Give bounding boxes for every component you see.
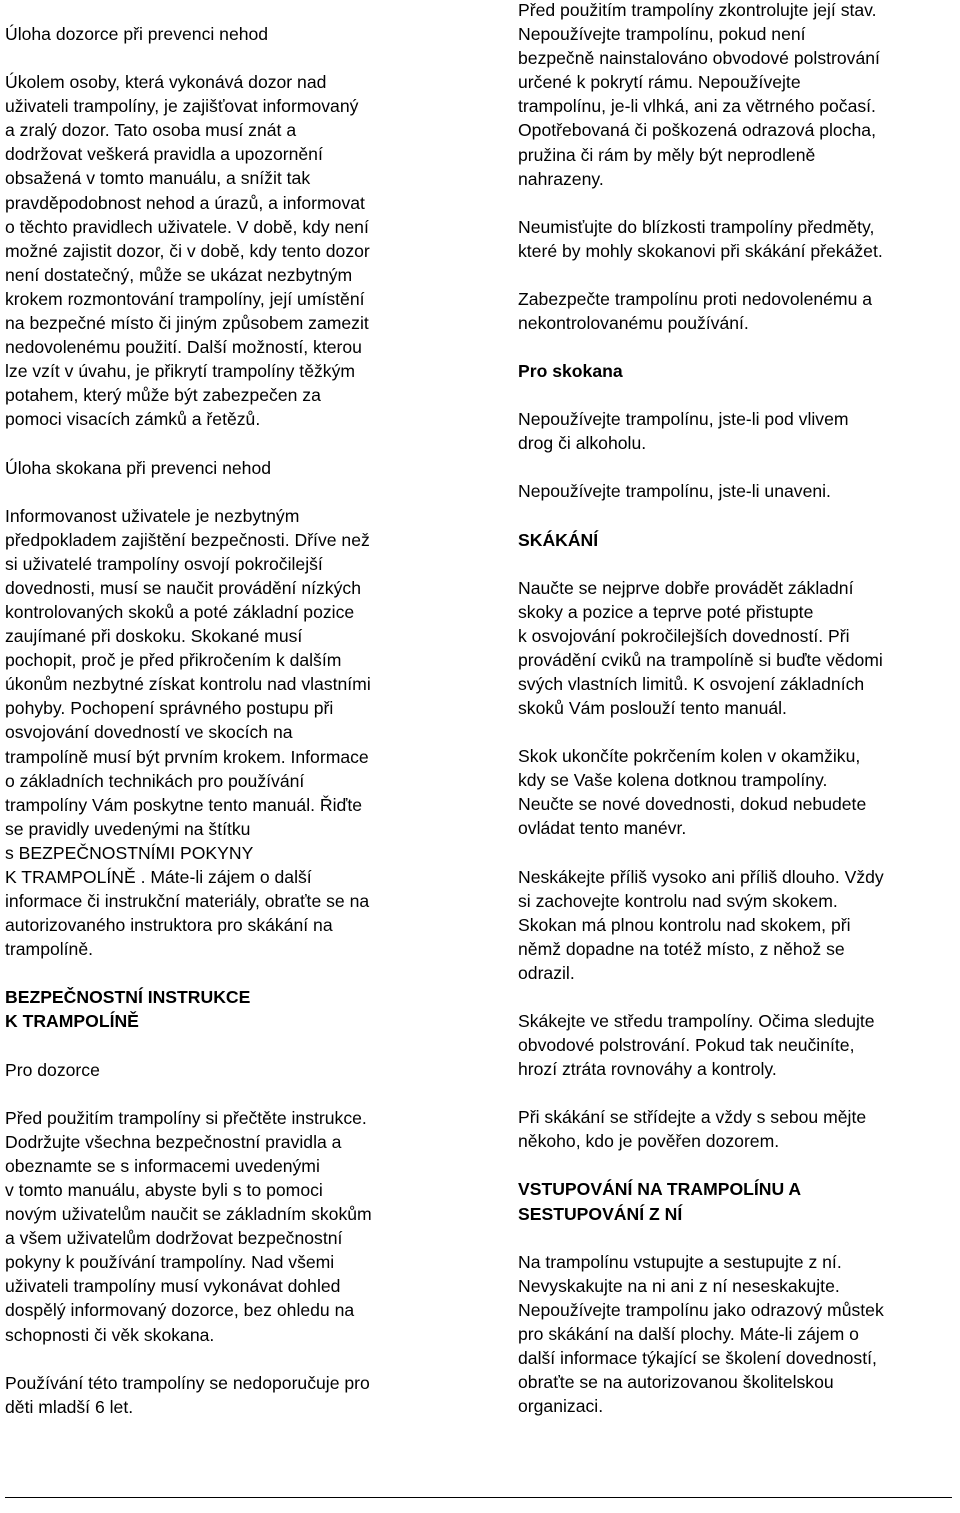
mounting-heading: VSTUPOVÁNÍ NA TRAMPOLÍNU A SESTUPOVÁNÍ Z NÍ	[518, 1179, 802, 1224]
jumper-role-heading: Úloha skokana při prevenci nehod	[5, 457, 272, 478]
tired-paragraph: Nepoužívejte trampolínu, jste-li unaveni.	[518, 481, 831, 502]
jumper-role-paragraph: Informovanost uživatele je nezbytným předpokladem zajištění bezpečnosti. Dříve než si uživatelé trampolíny osvojí pokročilejší dovednosti, musí se naučit provádění nízkých kontrolovaných skoků a poté základní pozice zaujímané při doskoku. Skokané musí pochopit, proč je před přikročením k dalším úkonům nezbytné získat kontrolu nad vlastními pohyby. Pochopení správného postupu při osvojování dovedností ve skocích na trampolíně musí být prvním krokem. Informace o základních technikách pro používání trampolíny Vám poskytne tento manuál. Řiďte se pravidly uvedenými na štítku s BEZPEČNOSTNÍMI POKYNY K TRAMPOLÍNĚ . Máte-li zájem o další informace či instrukční materiály, obraťte se na autorizovaného instruktora pro skákání na trampolíně.	[5, 505, 371, 960]
for-supervisor-heading: Pro dozorce	[5, 1059, 100, 1080]
stop-jump-paragraph: Skok ukončíte pokrčením kolen v okamžiku, kdy se Vaše kolena dotknou trampolíny. Neučte se nové dovednosti, dokud nebudete ovládat tento manévr.	[518, 746, 867, 839]
supervisor-role-paragraph: Úkolem osoby, která vykonává dozor nad uživateli trampolíny, je zajišťovat informovaný a zralý dozor. Tato osoba musí znát a dodržovat veškerá pravidla a upozornění obsažená v tomto manuálu, a snížit tak pravděpodobnost nehod a úrazů, a informovat o těchto pravidlech uživatele. V době, kdy není možné zajistit dozor, či v době, kdy tento dozor není dostatečný, může se ukázat nezbytným krokem rozmontování trampolíny, její umístění na bezpečné místo či jiným způsobem zamezit nedovolenému použití. Další možností, kterou lze vzít v úvahu, je přikrytí trampolíny těžkým potahem, který může být zabezpečen za pomoci visacích zámků a řetězů.	[5, 72, 370, 430]
safety-instructions-heading: BEZPEČNOSTNÍ INSTRUKCE K TRAMPOLÍNĚ	[5, 987, 251, 1032]
inspection-paragraph: Před použitím trampolíny zkontrolujte její stav. Nepoužívejte trampolínu, pokud není bezpečně nainstalováno obvodové polstrování určené k pokrytí rámu. Nepoužívejte trampolínu, je-li vlhká, ani za větrného počasí. Opotřebovaná či poškozená odrazová plocha, pružina či rám by měly být neprodleně nahrazeny.	[518, 0, 880, 189]
for-jumper-heading: Pro skokana	[518, 361, 623, 382]
for-supervisor-paragraph: Před použitím trampolíny si přečtěte instrukce. Dodržujte všechna bezpečnostní pravidla a obeznamte se s informacemi uvedenými v tomto manuálu, abyste byli s to pomoci novým uživatelům naučit se základním skokům a všem uživatelům dodržovat bezpečnostní pokyny k používání trampolíny. Nad všemi uživateli trampolíny musí vykonávat dohled dospělý informovaný dozorce, bez ohledu na schopnosti či věk skokana.	[5, 1107, 372, 1345]
jump-height-paragraph: Neskákejte příliš vysoko ani příliš dlouho. Vždy si zachovejte kontrolu nad svým skokem. Skokan má plnou kontrolu nad skokem, při němž dopadne na totéž místo, z něhož se odrazil.	[518, 866, 884, 983]
take-turns-paragraph: Při skákání se střídejte a vždy s sebou mějte někoho, kdo je pověřen dozorem.	[518, 1107, 867, 1152]
learn-basics-paragraph: Naučte se nejprve dobře provádět základní skoky a pozice a teprve poté přistupte k osvojování pokročilejších dovedností. Při provádění cviků na trampolíně si buďte vědomi svých vlastních limitů. K osvojení základních skoků Vám poslouží tento manuál.	[518, 577, 883, 719]
age-restriction-paragraph: Používání této trampolíny se nedoporučuje pro děti mladší 6 let.	[5, 1372, 370, 1417]
jump-center-paragraph: Skákejte ve středu trampolíny. Očima sledujte obvodové polstrování. Pokud tak neučiníte, hrozí ztráta rovnováhy a kontroly.	[518, 1011, 875, 1080]
supervisor-role-heading: Úloha dozorce při prevenci nehod	[5, 24, 269, 44]
obstacles-paragraph: Neumisťujte do blízkosti trampolíny předměty, které by mohly skokanovi při skákání překážet.	[518, 216, 883, 261]
jumping-heading: SKÁKÁNÍ	[518, 529, 599, 550]
mounting-paragraph: Na trampolínu vstupujte a sestupujte z ní. Nevyskakujte na ni ani z ní neseskakujte. Nepoužívejte trampolínu jako odrazový můstek pro skákání na další plochy. Máte-li zájem o další informace týkající se školení dovedností, obraťte se na autorizovanou školitelskou organizaci.	[518, 1251, 884, 1417]
drugs-paragraph: Nepoužívejte trampolínu, jste-li pod vlivem drog či alkoholu.	[518, 409, 849, 454]
left-column	[5, 22, 455, 1443]
page-bottom-rule	[5, 1497, 952, 1498]
right-column	[518, 0, 958, 1442]
unauthorized-use-paragraph: Zabezpečte trampolínu proti nedovolenému a nekontrolovanému používání.	[518, 288, 873, 334]
